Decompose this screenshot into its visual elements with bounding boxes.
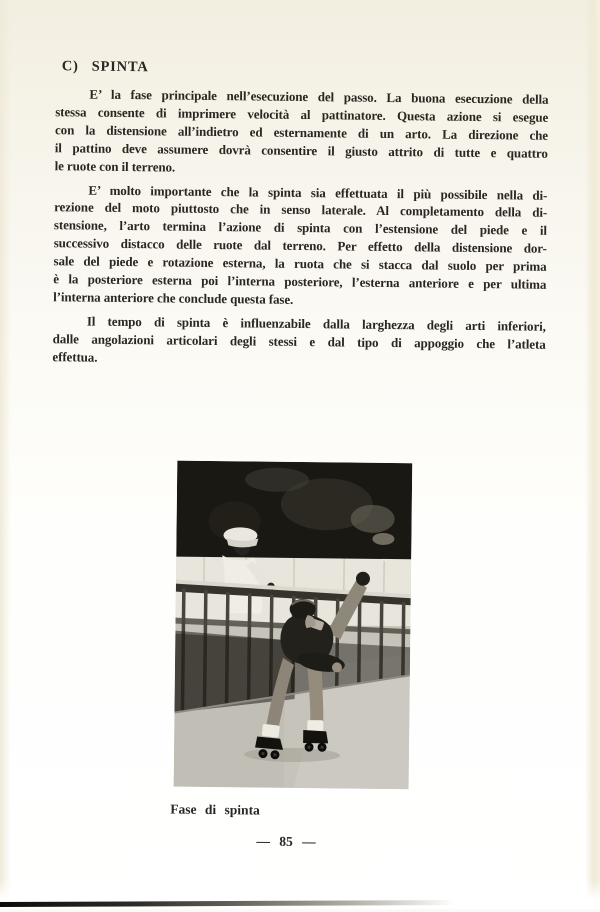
paragraph bbox=[52, 312, 546, 371]
body-text bbox=[52, 85, 548, 377]
text-line: con la distensione all’indietro ed esternamente di un arto. La direzione che bbox=[55, 121, 548, 144]
text-line: dalle angolazioni articolari degli stessi e dal tipo di appoggio che l’atleta bbox=[53, 330, 546, 353]
text-line: stensione, l’arto termina l’azione di spinta con l’estensione del piede e il bbox=[54, 217, 547, 240]
text-line: è la posteriore esterna poi l’interna posteriore, l’esterna anteriore e per ultima bbox=[53, 270, 546, 293]
section-heading bbox=[62, 58, 149, 76]
text-line: sale del piede e rotazione esterna, la ruota che si stacca dal suolo per prima bbox=[53, 252, 546, 275]
skater-photo-illustration bbox=[174, 461, 413, 790]
section-title: SPINTA bbox=[92, 59, 149, 77]
page-left-edge bbox=[0, 0, 11, 909]
figure-caption: Fase di spinta bbox=[170, 802, 260, 819]
text-line: le ruote con il terreno. bbox=[55, 157, 548, 180]
text-line: Il tempo di spinta è influenzabile dalla larghezza degli arti inferiori, bbox=[53, 312, 546, 335]
page-number: — 85 — bbox=[37, 831, 535, 853]
paragraph bbox=[55, 85, 549, 180]
text-line: E’ la fase principale nell’esecuzione del passo. La buona esecuzione della bbox=[55, 85, 548, 108]
dark-foliage bbox=[176, 461, 412, 560]
text-line: il pattino deve assumere dovrà consentire il giusto attrito di tutte e quattro bbox=[55, 139, 548, 162]
page-right-edge bbox=[585, 0, 600, 909]
section-label: C) bbox=[62, 58, 79, 75]
figure-photo bbox=[174, 461, 413, 790]
text-line: successivo distacco delle ruote dal terreno. Per effetto della distensione dor- bbox=[54, 234, 547, 257]
paragraph bbox=[53, 181, 547, 312]
text-line: rezione del moto piuttosto che in senso laterale. Al completamento della di- bbox=[54, 199, 547, 222]
text-line: l’interna anteriore che conclude questa fase. bbox=[53, 288, 546, 311]
text-line: effettua. bbox=[52, 348, 545, 371]
text-line: stessa consente di imprimere velocità al pattinatore. Questa azione si esegue bbox=[55, 103, 548, 126]
text-line: E’ molto importante che la spinta sia effettuata il più possibile nella di- bbox=[54, 181, 547, 204]
